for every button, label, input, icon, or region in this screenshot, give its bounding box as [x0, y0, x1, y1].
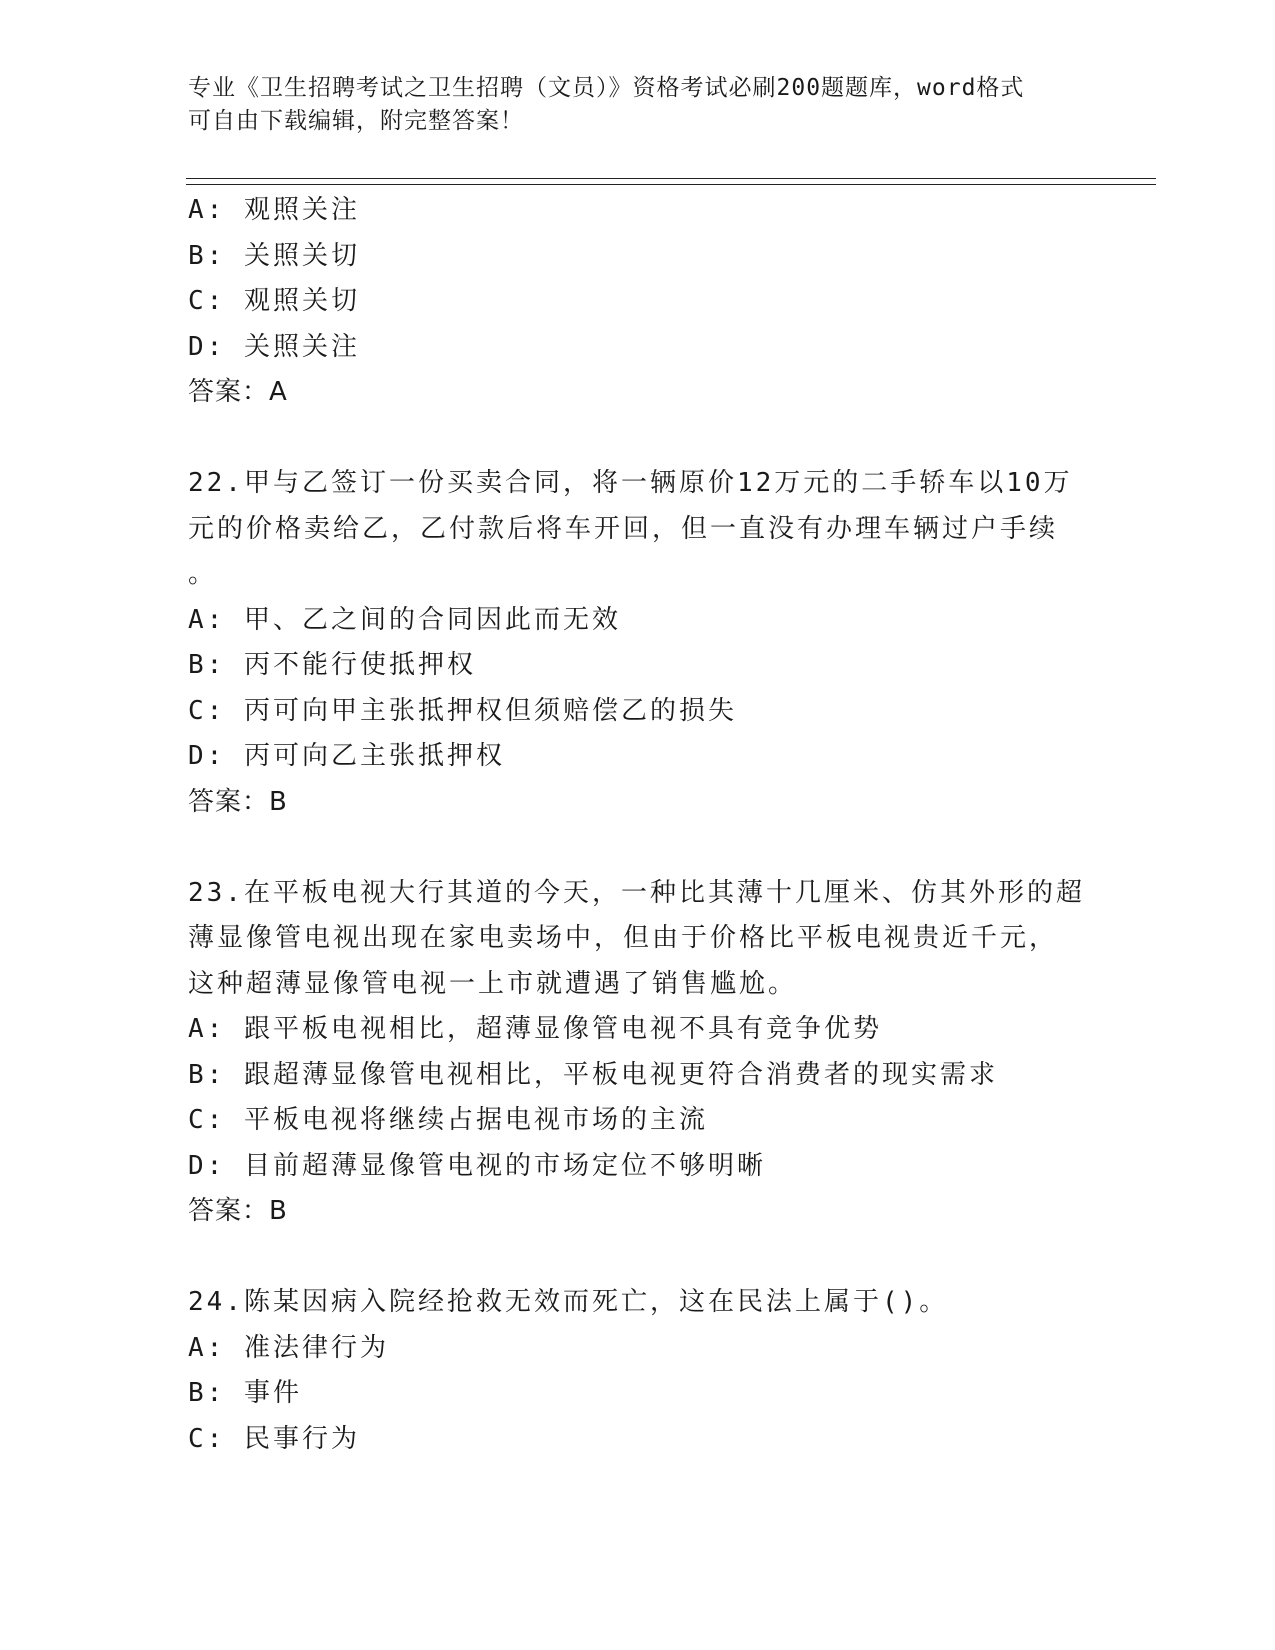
option-a: A: 准法律行为: [188, 1332, 389, 1363]
option-b: B: 跟超薄显像管电视相比，平板电视更符合消费者的现实需求: [188, 1059, 998, 1090]
option-d: D: 关照关注: [188, 331, 360, 362]
option-c: C: 民事行为: [188, 1423, 360, 1454]
question-24: [188, 1280, 1088, 1462]
question-gap: [188, 825, 1088, 871]
option-d: D: 目前超薄显像管电视的市场定位不够明晰: [188, 1150, 766, 1181]
option-c: C: 丙可向甲主张抵押权但须赔偿乙的损失: [188, 695, 737, 726]
answer-line: 答案：B: [188, 786, 288, 817]
question-gap: [188, 416, 1088, 462]
option-a: A: 甲、乙之间的合同因此而无效: [188, 604, 621, 635]
question-gap: [188, 1235, 1088, 1281]
page-header: [188, 72, 1068, 138]
question-stem-line: 22.甲与乙签订一份买卖合同，将一辆原价12万元的二手轿车以10万: [188, 468, 1073, 498]
option-b: B: 关照关切: [188, 240, 360, 271]
question-stem-line: 薄显像管电视出现在家电卖场中，但由于价格比平板电视贵近千元，: [188, 923, 1059, 953]
question-23: [188, 871, 1088, 1235]
answer-line: 答案：A: [188, 377, 288, 407]
answer-line: 答案：B: [188, 1196, 288, 1226]
question-21: [188, 188, 1088, 416]
question-stem-line: 23.在平板电视大行其道的今天，一种比其薄十几厘米、仿其外形的超: [188, 877, 1085, 908]
question-stem-line: 元的价格卖给乙，乙付款后将车开回，但一直没有办理车辆过户手续: [188, 513, 1059, 544]
option-d: D: 丙可向乙主张抵押权: [188, 741, 505, 771]
header-divider-bottom: [186, 184, 1156, 185]
header-line-2: 可自由下载编辑，附完整答案！: [188, 108, 524, 134]
question-22: [188, 461, 1088, 825]
header-divider-top: [186, 178, 1156, 179]
option-c: C: 平板电视将继续占据电视市场的主流: [188, 1105, 708, 1135]
question-list: [188, 188, 1088, 1462]
header-line-1: 专业《卫生招聘考试之卫生招聘（文员）》资格考试必刷200题题库，word格式: [188, 75, 1025, 101]
question-stem-line: 这种超薄显像管电视一上市就遭遇了销售尴尬。: [188, 968, 798, 999]
option-b: B: 事件: [188, 1378, 302, 1408]
question-stem-line: 24.陈某因病入院经抢救无效而死亡，这在民法上属于()。: [188, 1287, 949, 1317]
option-b: B: 丙不能行使抵押权: [188, 650, 476, 680]
option-a: A: 观照关注: [188, 195, 360, 225]
option-c: C: 观照关切: [188, 286, 360, 316]
option-a: A: 跟平板电视相比，超薄显像管电视不具有竞争优势: [188, 1014, 882, 1044]
question-stem-line: 。: [188, 559, 218, 589]
